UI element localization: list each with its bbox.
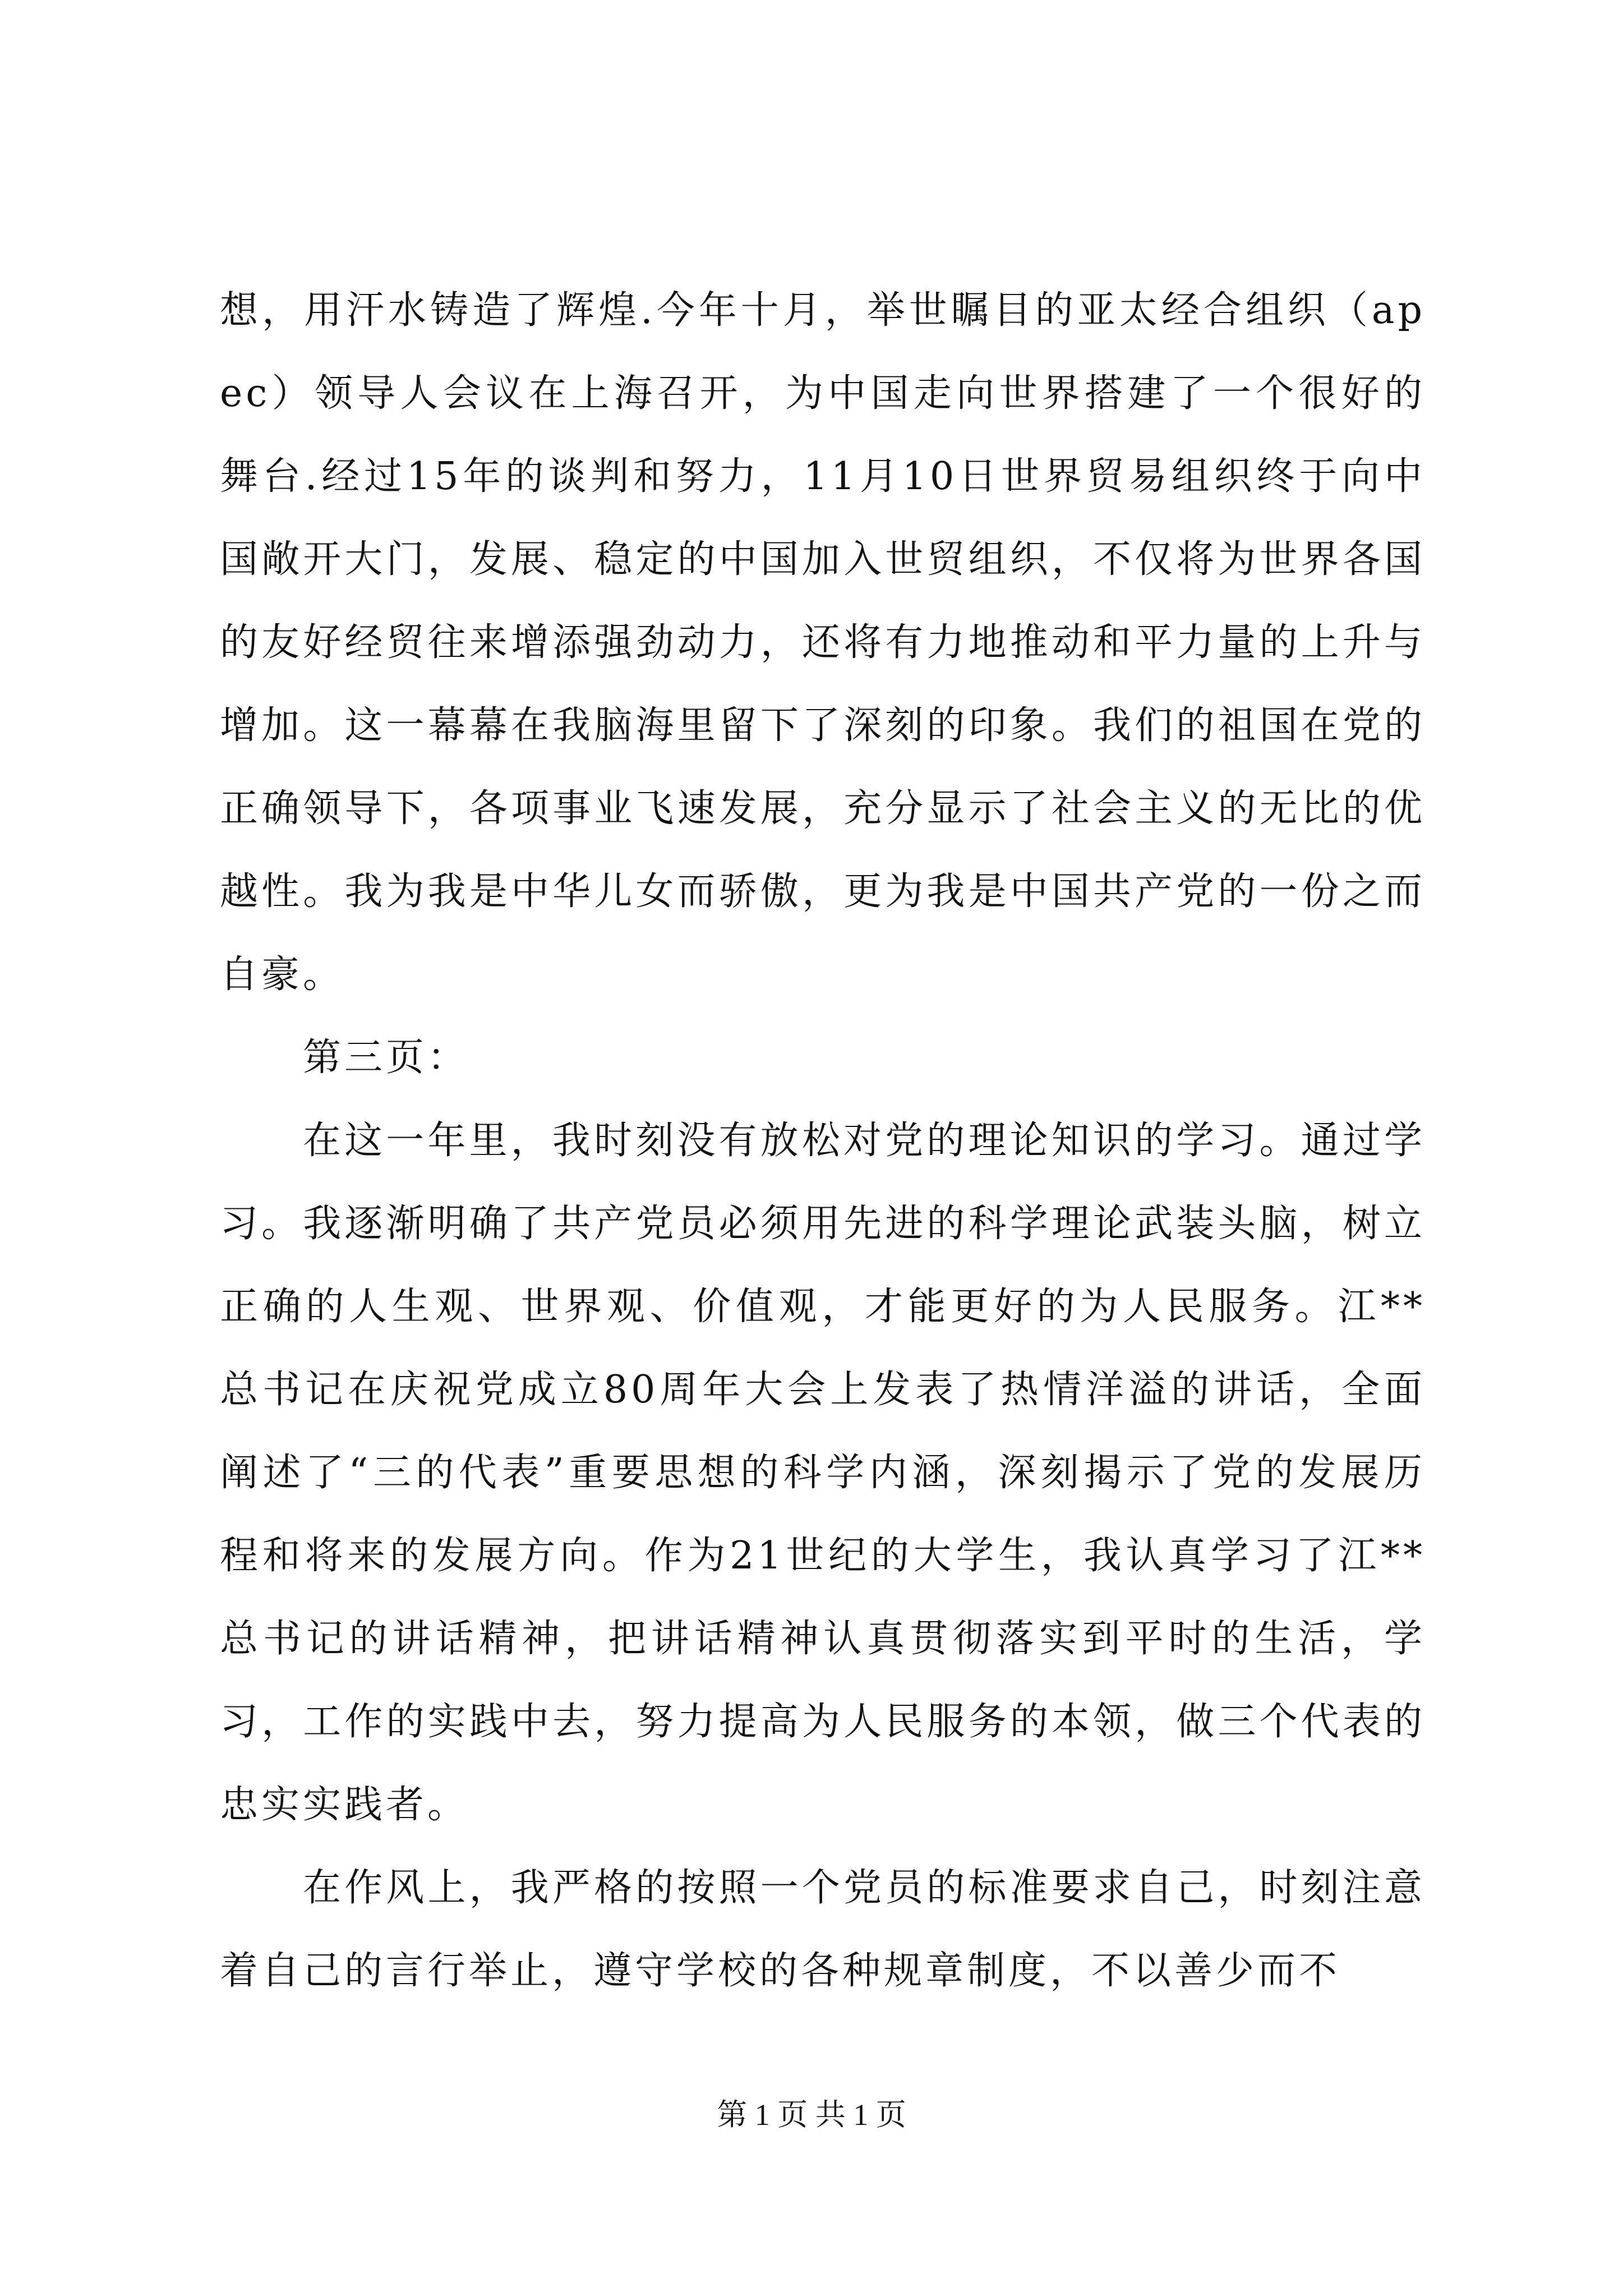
document-body [220, 269, 1426, 2013]
section-heading-page-three: 第三页： [303, 1036, 469, 1080]
paragraph-1: 想，用汗水铸造了辉煌.今年十月，举世瞩目的亚太经合组织（apec）领导人会议在上海召开，为中国走向世界搭建了一个很好的舞台.经过15年的谈判和努力，11月10日世界贸易组织终于向中国敞开大门，发展、稳定的中国加入世贸组织，不仅将为世界各国的友好经贸往来增添强劲动力，还将有力地推动和平力量的上升与增加。这一幕幕在我脑海里留下了深刻的印象。我们的祖国在党的正确领导下，各项事业飞速发展，充分显示了社会主义的无比的优越性。我为我是中华儿女而骄傲，更为我是中国共产党的一份之而自豪。 [220, 288, 1426, 997]
page-number-footer: 第 1 页 共 1 页 [717, 2098, 906, 2132]
paragraph-2: 在这一年里，我时刻没有放松对党的理论知识的学习。通过学习。我逐渐明确了共产党员必须用先进的科学理论武装头脑，树立正确的人生观、世界观、价值观，才能更好的为人民服务。江**总书记在庆祝党成立80周年大会上发表了热情洋溢的讲话，全面阐述了“三的代表”重要思想的科学内涵，深刻揭示了党的发展历程和将来的发展方向。作为21世纪的大学生，我认真学习了江**总书记的讲话精神，把讲话精神认真贯彻落实到平时的生活，学习，工作的实践中去，努力提高为人民服务的本领，做三个代表的忠实实践者。 [220, 1119, 1426, 1827]
paragraph-3: 在作风上，我严格的按照一个党员的标准要求自己，时刻注意着自己的言行举止，遵守学校的各种规章制度，不以善少而不 [220, 1866, 1426, 1993]
